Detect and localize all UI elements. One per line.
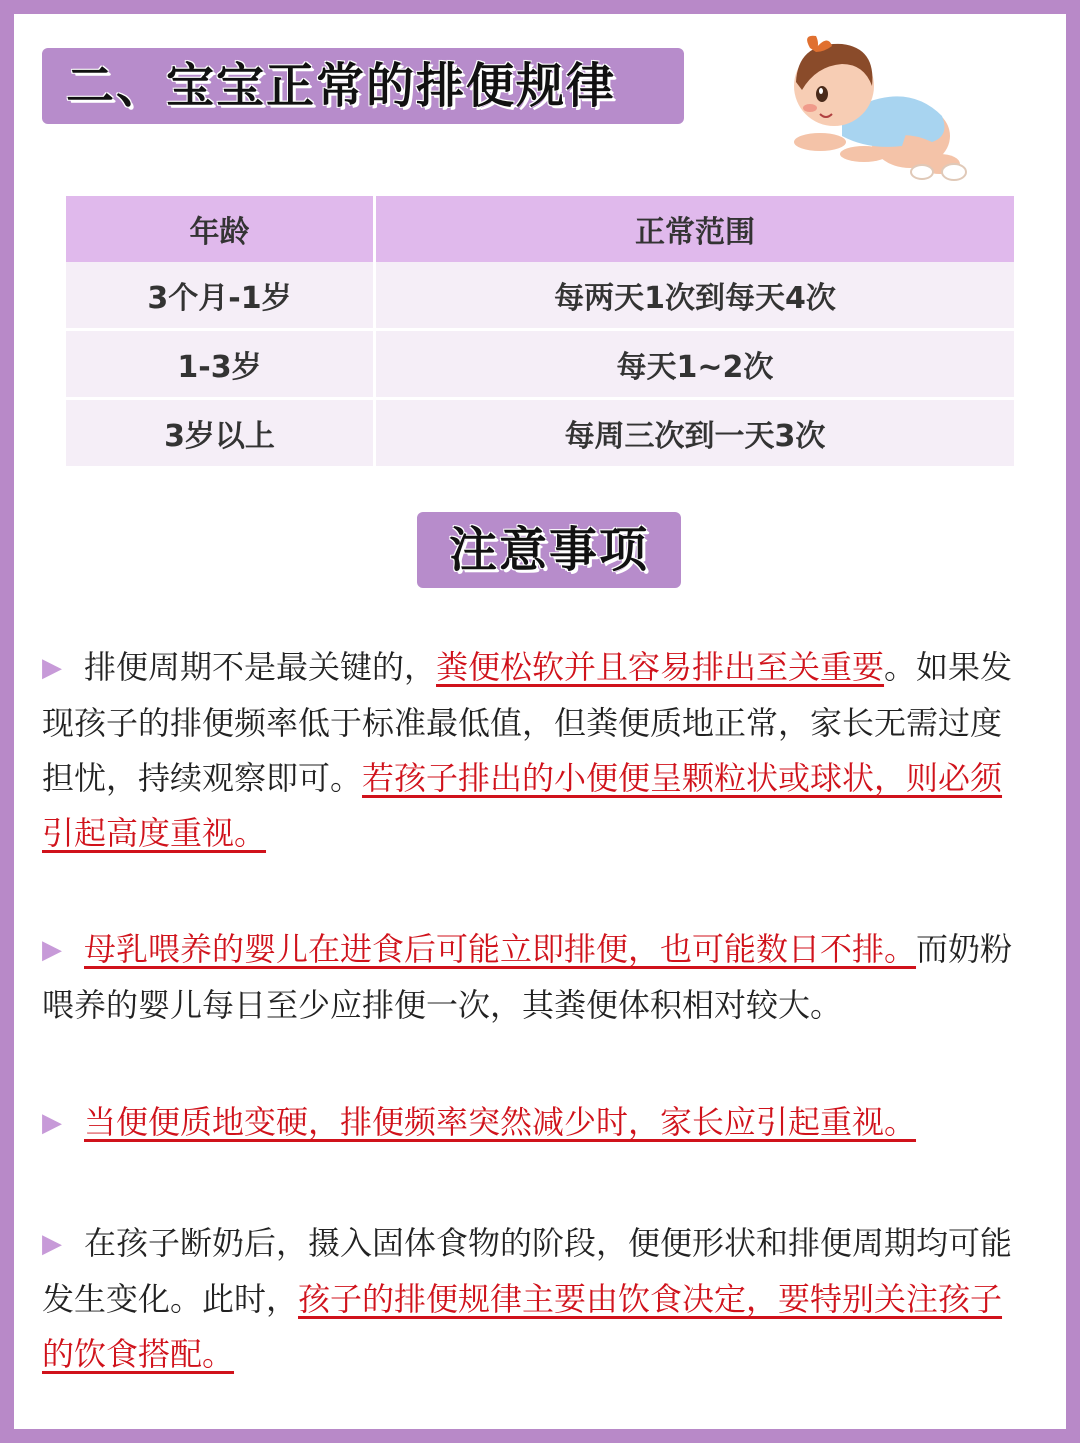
notice-heading: 注意事项 (448, 522, 649, 578)
highlighted-text: 孩子的排便规律主要由饮食决定，要特别关注孩子的饮食搭配。 (42, 1280, 1003, 1373)
table-row (66, 399, 1014, 467)
column-header-range: 正常范围 (375, 196, 1015, 262)
triangle-bullet-icon: ▶ (42, 1229, 62, 1259)
column-header-age: 年龄 (66, 196, 375, 262)
age-cell: 3岁以上 (66, 399, 375, 467)
note-paragraph-4 (42, 1216, 1032, 1382)
highlighted-text: 粪便松软并且容易排出至关重要 (436, 648, 885, 686)
highlighted-text: 母乳喂养的婴儿在进食后可能立即排便，也可能数日不排。 (84, 930, 917, 968)
section-title-bar (42, 48, 684, 124)
triangle-bullet-icon: ▶ (42, 1108, 62, 1138)
age-cell: 3个月-1岁 (66, 262, 375, 330)
note-paragraph-2 (42, 922, 1032, 1033)
content-card (14, 14, 1066, 1429)
table-header-row (66, 196, 1014, 262)
note-paragraph-1 (42, 640, 1032, 861)
highlighted-text: 当便便质地变硬，排便频率突然减少时，家长应引起重视。 (84, 1103, 917, 1141)
triangle-bullet-icon: ▶ (42, 935, 62, 965)
range-cell: 每天1~2次 (375, 330, 1015, 399)
range-cell: 每两天1次到每天4次 (375, 262, 1015, 330)
highlighted-text: 若孩子排出的小便便呈颗粒状或球状，则必须引起高度重视。 (42, 759, 1003, 852)
note-text: 而奶粉喂养的婴儿每日至少应排便一次，其粪便体积相对较大。 (42, 930, 1013, 1024)
table-row (66, 330, 1014, 399)
range-cell: 每周三次到一天3次 (375, 399, 1015, 467)
note-text: 在孩子断奶后，摄入固体食物的阶段，便便形状和排便周期均可能发生变化。此时， (42, 1224, 1013, 1318)
note-text: 。如果发现孩子的排便频率低于标准最低值，但粪便质地正常，家长无需过度担忧，持续观察即可。 (42, 648, 1013, 797)
crawling-baby-icon (772, 24, 972, 194)
note-text: 排便周期不是最关键的， (84, 648, 437, 686)
triangle-bullet-icon: ▶ (42, 653, 62, 683)
table-row (66, 262, 1014, 330)
age-cell: 1-3岁 (66, 330, 375, 399)
section-title: 二、宝宝正常的排便规律 (66, 58, 617, 114)
notice-heading-box (417, 512, 681, 588)
bowel-range-table (66, 196, 1014, 466)
note-paragraph-3 (42, 1095, 1032, 1151)
